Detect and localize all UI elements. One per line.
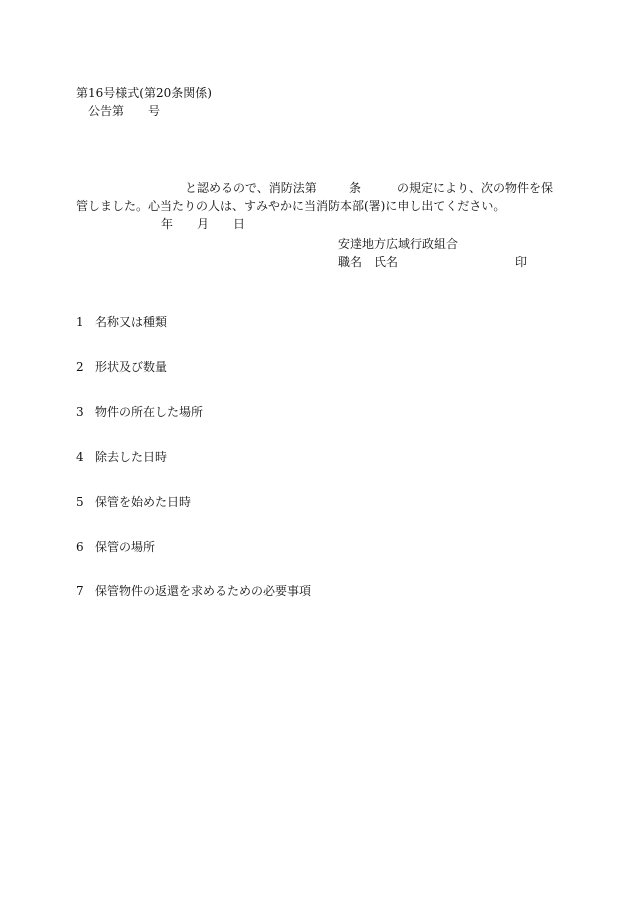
date-month: 月: [197, 217, 210, 231]
issuer-organization: 安達地方広域行政組合: [338, 237, 459, 251]
item-number: 2: [76, 360, 84, 374]
item-label: 保管を始めた日時: [95, 495, 192, 509]
body-line2: 管しました。心当たりの人は、すみやかに当消防本部(署)に申し出てください。: [76, 199, 506, 213]
item-label: 保管物件の返還を求めるための必要事項: [95, 584, 312, 598]
notice-number: 公告第 号: [88, 104, 161, 118]
issuer-name-label: 氏名: [374, 255, 399, 269]
date-year: 年: [161, 217, 174, 231]
item-number: 6: [76, 540, 84, 554]
issuer-seal: 印: [515, 255, 528, 269]
body-line1-prefix: と認めるので、消防法第: [185, 181, 317, 195]
item-number: 1: [76, 315, 84, 329]
date-day: 日: [233, 217, 246, 231]
item-number: 7: [76, 584, 84, 598]
item-label: 保管の場所: [95, 540, 156, 554]
item-label: 物件の所在した場所: [95, 405, 204, 419]
item-label: 名称又は種類: [95, 315, 168, 329]
item-number: 4: [76, 450, 84, 464]
item-label: 形状及び数量: [95, 360, 168, 374]
body-line1-suffix: の規定により、次の物件を保: [397, 181, 554, 195]
item-number: 3: [76, 405, 84, 419]
body-line1-article: 条: [349, 181, 362, 195]
issuer-title-label: 職名: [338, 255, 363, 269]
form-number: 第16号様式(第20条関係): [76, 86, 212, 100]
item-number: 5: [76, 495, 84, 509]
item-label: 除去した日時: [95, 450, 168, 464]
